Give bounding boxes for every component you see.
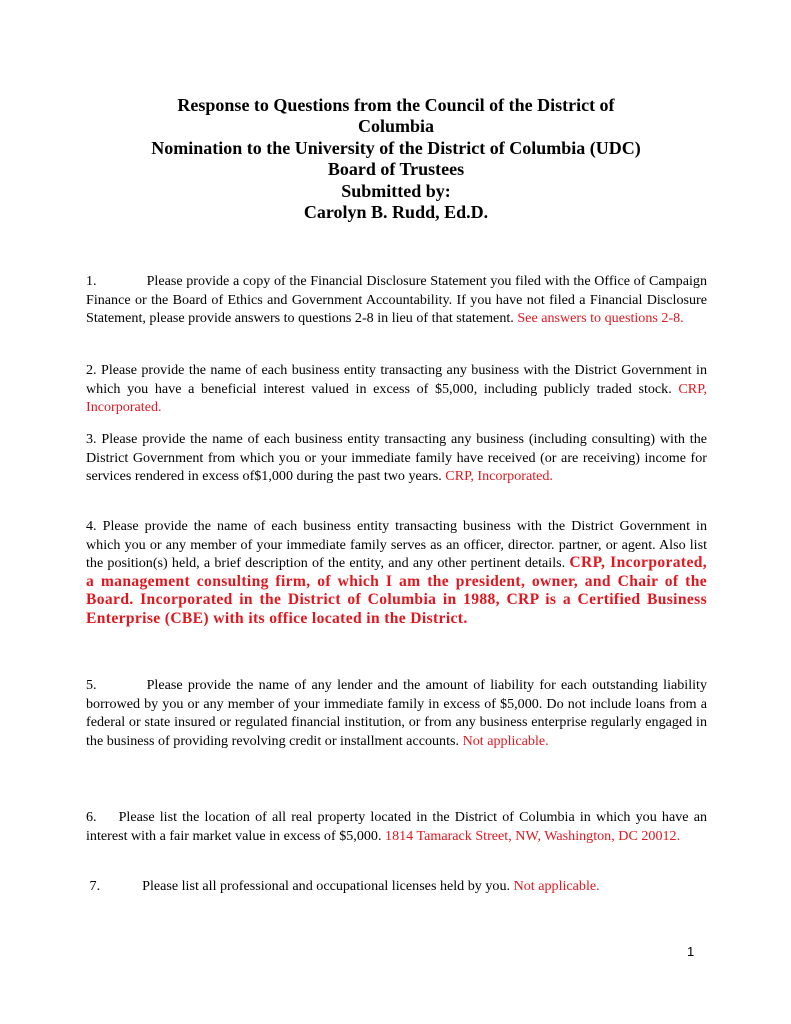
document-title [120, 95, 672, 223]
question-4-number: 4. [86, 518, 97, 534]
question-3-answer: CRP, Incorporated. [445, 468, 553, 484]
question-7-answer: Not applicable. [513, 878, 600, 894]
question-6-text: Please list the location of all real property located in the District of Columbia in which you have an interest with a fair market value in excess of $5,000. [86, 809, 707, 844]
question-7 [86, 877, 707, 896]
question-3-text: Please provide the name of each business entity transacting any business (including consulting) with the District Government from which you or your immediate family have received (or are receiving) income for services rendered in excess of$1,000 during the past two years. [86, 431, 707, 484]
question-5 [86, 676, 707, 750]
question-3-number: 3. [86, 431, 97, 447]
question-1 [86, 272, 707, 328]
question-7-number: 7. [89, 878, 101, 894]
question-5-text: Please provide the name of any lender and the amount of liability for each outstanding liability borrowed by you or any member of your immediate family in excess of $5,000. Do not include loans from a federal or state insured or regulated financial institution, or from any business enterprise regularly engaged in the business of providing revolving credit or installment accounts. [86, 677, 707, 749]
title-line-1: Response to Questions from the Council of the District of [177, 95, 615, 115]
question-2-text: Please provide the name of each business entity transacting any business with the District Government in which you have a beneficial interest valued in excess of $5,000, including publicly traded stock. [86, 362, 707, 397]
title-line-5: Submitted by: [341, 180, 451, 201]
question-2-number: 2. [86, 362, 97, 378]
question-5-answer: Not applicable. [462, 732, 549, 749]
question-2 [86, 361, 707, 417]
page-number: 1 [687, 944, 695, 959]
question-7-text: Please list all professional and occupational licenses held by you. [142, 878, 511, 894]
title-line-2: Columbia [357, 116, 435, 137]
question-1-number: 1. [86, 273, 97, 289]
question-5-number: 5. [86, 677, 97, 693]
title-line-4: Board of Trustees [327, 159, 465, 180]
question-6-number: 6. [86, 809, 97, 825]
question-1-text: Please provide a copy of the Financial Disclosure Statement you filed with the Office of Campaign Finance or the Board of Ethics and Government Accountability. If you have not filed a Financial Disclosure Statement, please provide answers to questions 2-8 in lieu of that statement. [86, 273, 707, 326]
question-2-answer: CRP, Incorporated. [86, 380, 708, 415]
question-6 [86, 808, 707, 845]
question-4 [86, 517, 707, 628]
title-line-3: Nomination to the University of the District of Columbia (UDC) [151, 137, 641, 158]
question-4-answer: CRP, Incorporated, a management consulting firm, of which I am the president, owner, and Chair of the Board. Incorporated in the District of Columbia in 1988, CRP is a Certified Business Enterprise (CBE) with its office located in the District. [86, 554, 707, 627]
question-3 [86, 430, 707, 486]
question-6-answer: 1814 Tamarack Street, NW, Washington, DC 20012. [385, 827, 681, 844]
title-line-6: Carolyn B. Rudd, Ed.D. [303, 202, 489, 223]
question-4-text: Please provide the name of each business entity transacting business with the District Government in which you or any member of your immediate family serves as an officer, director. partner, or agent. Also list the position(s) held, a brief description of the entity, and any other pertinent details. [86, 518, 707, 571]
question-1-answer: See answers to questions 2-8. [517, 310, 684, 326]
